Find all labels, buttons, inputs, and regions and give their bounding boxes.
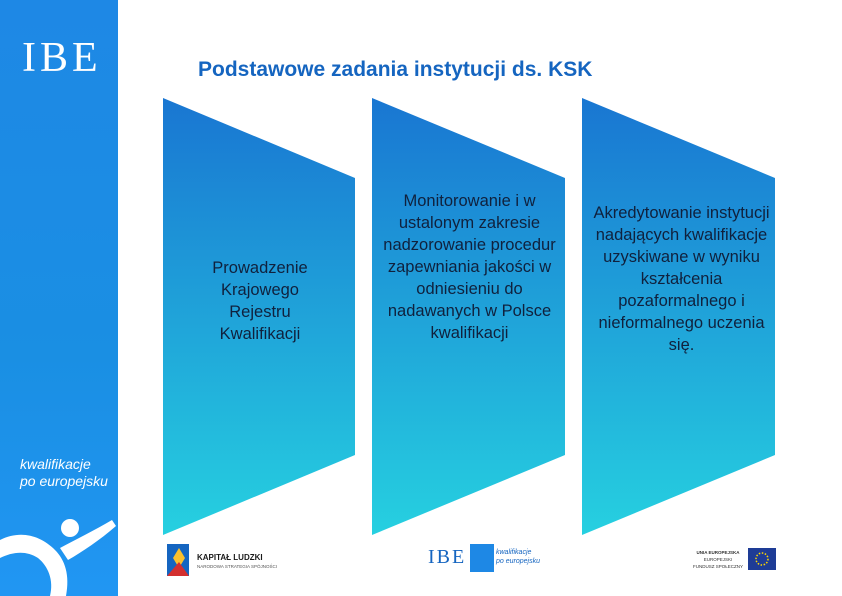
ibe-footer-text: IBE bbox=[428, 546, 467, 568]
kapital-ludzki-emblem-icon bbox=[165, 540, 195, 580]
eu-text-line-3: FUNDUSZ SPOŁECZNY bbox=[692, 564, 743, 569]
eu-flag-icon bbox=[748, 548, 776, 570]
kapital-ludzki-subtitle: NARODOWA STRATEGIA SPÓJNOŚCI bbox=[197, 564, 278, 569]
kapital-ludzki-title: KAPITAŁ LUDZKI bbox=[197, 553, 263, 562]
tagline-line-1: kwalifikacje bbox=[20, 456, 91, 472]
slide-title: Podstawowe zadania instytucji ds. KSK bbox=[198, 58, 593, 81]
tagline-line-2: po europejsku bbox=[20, 473, 108, 489]
eu-text bbox=[690, 549, 746, 570]
column-1-text: Prowadzenie Krajowego Rejestru Kwalifikacji bbox=[212, 259, 308, 343]
kapital-ludzki-logo bbox=[165, 540, 295, 580]
eu-text-line-2: EUROPEJSKI bbox=[703, 557, 733, 562]
ibe-footer-emblem-icon bbox=[470, 544, 494, 572]
ibe-footer-tagline bbox=[496, 548, 540, 566]
ibe-footer-tagline-1: kwalifikacje bbox=[496, 549, 532, 556]
ibe-footer-tagline-2: po europejsku bbox=[496, 558, 540, 565]
ibe-footer-logo bbox=[428, 544, 558, 576]
column-2-text: Monitorowanie i w ustalonym zakresie nadzorowanie procedur zapewniania jakości w odniesieniu do nadawanych w Polsce kwalifikacji bbox=[383, 192, 556, 342]
eu-text-line-1: UNIA EUROPEJSKA bbox=[696, 550, 740, 555]
ibe-logo: IBE bbox=[22, 35, 102, 81]
column-3-text: Akredytowanie instytucji nadających kwalifikacje uzyskiwane w wyniku kształcenia pozaformalnego i nieformalnego uczenia się. bbox=[593, 204, 770, 354]
eu-logo bbox=[690, 546, 785, 574]
